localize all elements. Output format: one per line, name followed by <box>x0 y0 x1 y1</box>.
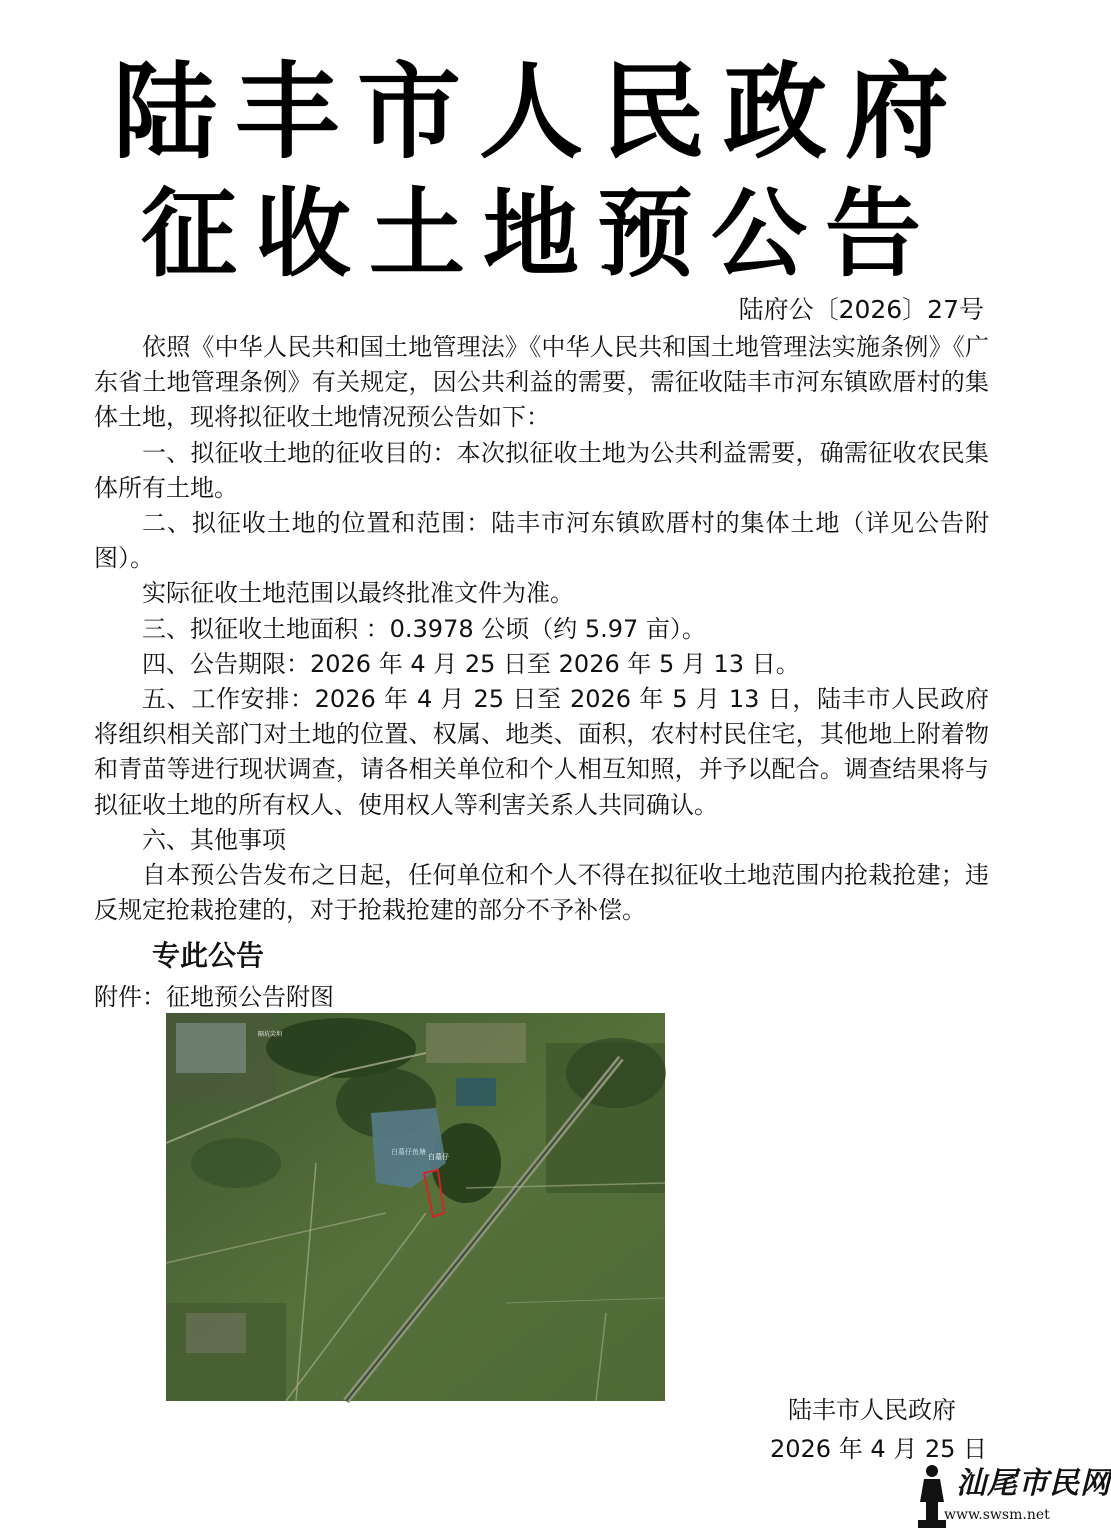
paragraph-scope-note: 实际征收土地范围以最终批准文件为准。 <box>142 579 574 608</box>
paragraph-other-detail: 自本预公告发布之日起，任何单位和个人不得在拟征收土地范围内抢栽抢建；违反规定抢栽抢建的，对于抢栽抢建的部分不予补偿。 <box>94 861 989 925</box>
watermark-title: 汕尾市民网 <box>956 1466 1111 1501</box>
attachment-label: 附件：征地预公告附图 <box>94 983 334 1011</box>
closing-statement: 专此公告 <box>152 939 265 972</box>
title-line-2: 征收土地预公告 <box>141 177 939 290</box>
signature-organization: 陆丰市人民政府 <box>788 1396 956 1424</box>
document-number: 陆府公〔2026〕27号 <box>738 295 984 324</box>
paragraph-period: 四、公告期限：2026 年 4 月 25 日至 2026 年 5 月 13 日。 <box>142 649 800 678</box>
village-label: 白墓仔 <box>428 1153 449 1161</box>
satellite-map-image <box>166 1013 665 1401</box>
title-line-1: 陆丰市人民政府 <box>112 50 967 173</box>
pond-label: 白墓仔鱼塘 <box>391 1148 426 1156</box>
paragraph-arrangement: 五、工作安排：2026 年 4 月 25 日至 2026 年 5 月 13 日，陆丰市人民政府将组织相关部门对土地的位置、权属、地类、面积，农村村民住宅，其他地上附着物和青苗等进行现状调查，请各相关单位和个人相互知照，并予以配合。调查结果将与拟征收土地的所有权人、使用权人等利害关系人共同确认。 <box>94 685 989 819</box>
notice-body <box>94 330 989 928</box>
paragraph-area: 三、拟征收土地面积 ：0.3978 公顷（约 5.97 亩）。 <box>142 614 706 643</box>
paragraph-location: 二、拟征收土地的位置和范围：陆丰市河东镇欧厝村的集体土地（详见公告附图）。 <box>94 509 989 573</box>
watermark-logo <box>912 1462 1111 1528</box>
paragraph-basis: 依照《中华人民共和国土地管理法》《中华人民共和国土地管理法实施条例》《广东省土地管理条例》有关规定，因公共利益的需要，需征收陆丰市河东镇欧厝村的集体土地，现将拟征收土地情况预公告如下： <box>94 333 989 432</box>
paragraph-purpose: 一、拟征收土地的征收目的：本次拟征收土地为公共利益需要，确需征收农民集体所有土地。 <box>94 438 989 502</box>
paragraph-other-heading: 六、其他事项 <box>142 825 286 854</box>
watermark-url: www.swsm.net <box>944 1507 1050 1523</box>
signature-date: 2026 年 4 月 25 日 <box>770 1435 988 1463</box>
area-label: 隔坑尖圳 <box>258 1031 283 1038</box>
